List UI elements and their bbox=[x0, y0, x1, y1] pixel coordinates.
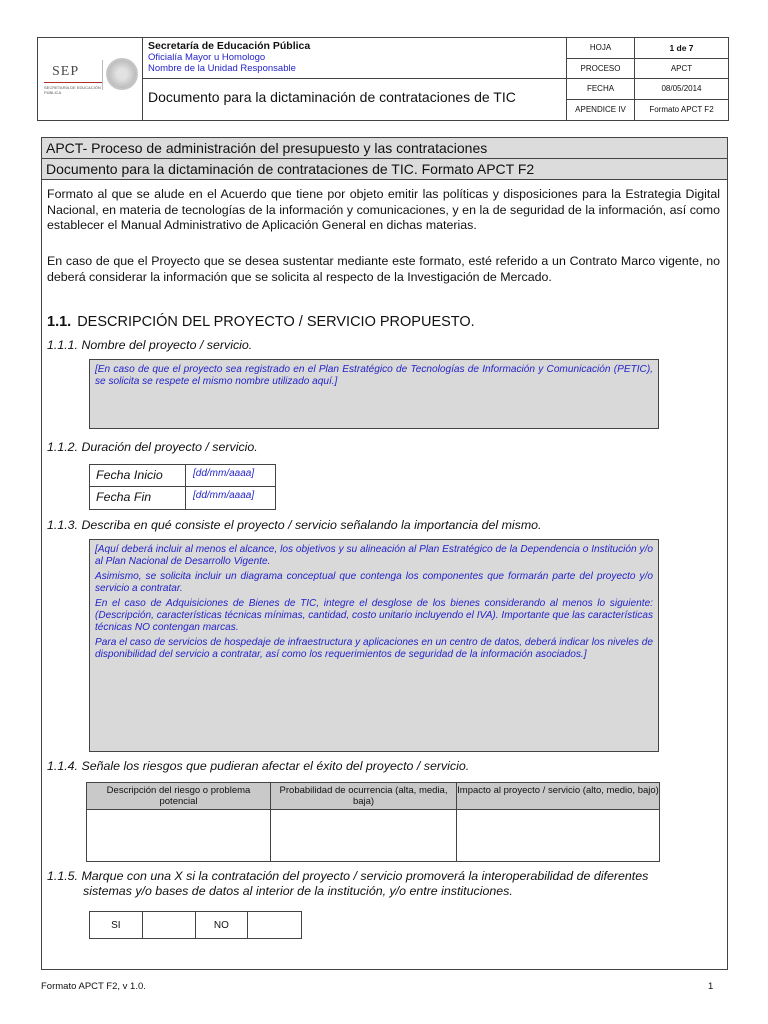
meta-value: 08/05/2014 bbox=[661, 84, 702, 94]
description-hint-3: En el caso de Adquisiciones de Bienes de TIC, integre el desglose de los bienes considerando al menos lo siguiente: (Descripción, características técnicas mínimas, cantidad, costo unitario incluyendo el IVA). Importante que las características técnicas NO contengan marcas. bbox=[95, 598, 653, 633]
intro-paragraph-2: En caso de que el Proyecto que se desea sustentar mediante este formato, esté referido a un Contrato Marco vigente, no deberá considerar la información que se solicita al respecto de la Investigación de Mercado. bbox=[47, 254, 720, 284]
section-title-text: DESCRIPCIÓN DEL PROYECTO / SERVICIO PROPUESTO. bbox=[77, 314, 475, 330]
item-1-1-1: 1.1.1. Nombre del proyecto / servicio. bbox=[47, 338, 253, 352]
risk-table-row bbox=[87, 810, 659, 861]
meta-row-apendice bbox=[567, 100, 728, 121]
header-meta-table bbox=[566, 38, 728, 120]
duration-table bbox=[89, 464, 276, 510]
risk-table bbox=[86, 782, 660, 862]
description-hint-2: Asimismo, se solicita incluir un diagrama conceptual que contenga los componentes que formarán parte del proyecto y/o servicio a contratar. bbox=[95, 571, 653, 594]
meta-row-fecha bbox=[567, 79, 728, 100]
end-date-field[interactable]: [dd/mm/aaaa] bbox=[193, 490, 255, 501]
meta-value: APCT bbox=[670, 63, 693, 73]
project-name-hint: [En caso de que el proyecto sea registrado en el Plan Estratégico de Tecnologías de Información y Comunicación (PETIC), se solicita se respete el mismo nombre utilizado aquí.] bbox=[95, 364, 653, 387]
risk-col-description: Descripción del riesgo o problema potencial bbox=[87, 783, 271, 809]
description-hint-1: [Aquí deberá incluir al menos el alcance, los objetivos y su alineación al Plan Estratégico de la Dependencia o Institución y/o al Plan Nacional de Desarrollo Vigente. bbox=[95, 544, 653, 567]
risk-col-impact: Impacto al proyecto / servicio (alto, medio, bajo) bbox=[457, 785, 659, 796]
process-band: APCT- Proceso de administración del presupuesto y las contrataciones bbox=[42, 138, 727, 159]
meta-row-hoja bbox=[567, 38, 728, 59]
org-block bbox=[143, 38, 566, 79]
national-seal-icon bbox=[106, 58, 138, 90]
date-label: Fecha Fin bbox=[90, 487, 186, 509]
risk-table-header bbox=[87, 783, 659, 810]
footer-format-version: Formato APCT F2, v 1.0. bbox=[41, 981, 146, 992]
org-line-2: Oficialía Mayor u Homologo bbox=[148, 52, 266, 63]
meta-row-proceso bbox=[567, 59, 728, 80]
risk-col-probability: Probabilidad de ocurrencia (alta, media, baja) bbox=[271, 783, 457, 809]
item-1-1-3: 1.1.3. Describa en qué consiste el proyecto / servicio señalando la importancia del mismo. bbox=[47, 518, 542, 532]
date-row-start bbox=[90, 465, 275, 487]
no-checkbox-cell[interactable] bbox=[248, 912, 301, 938]
org-title: Secretaría de Educación Pública bbox=[148, 40, 311, 52]
header-title-cell bbox=[143, 38, 566, 120]
item-1-1-5 bbox=[47, 869, 723, 899]
meta-value: Formato APCT F2 bbox=[649, 105, 714, 115]
document-body bbox=[41, 137, 728, 970]
description-hint-4: Para el caso de servicios de hospedaje de infraestructura y aplicaciones en un centro de datos, deberá indicar los niveles de disponibilidad del servicio a contratar, así como los requerimientos de seguridad de la información asociados.] bbox=[95, 637, 653, 660]
interoperability-table bbox=[89, 911, 302, 939]
logo-cell bbox=[38, 38, 143, 120]
yes-checkbox-cell[interactable] bbox=[143, 912, 196, 938]
meta-value bbox=[635, 38, 728, 58]
yes-label: SI bbox=[90, 912, 143, 938]
item-1-1-2: 1.1.2. Duración del proyecto / servicio. bbox=[47, 440, 258, 454]
item-1-1-5-line-1: 1.1.5. Marque con una X si la contratación del proyecto / servicio promoverá la interoperabilidad de diferentes bbox=[47, 869, 649, 883]
date-label: Fecha Inicio bbox=[90, 465, 186, 486]
org-line-3: Nombre de la Unidad Responsable bbox=[148, 63, 296, 74]
sep-logo-text: SEP bbox=[52, 64, 80, 79]
document-band: Documento para la dictaminación de contrataciones de TIC. Formato APCT F2 bbox=[42, 159, 727, 180]
date-row-end bbox=[90, 487, 275, 509]
meta-key: PROCESO bbox=[567, 59, 635, 79]
risk-probability-cell[interactable] bbox=[271, 810, 457, 861]
project-name-field[interactable] bbox=[89, 359, 659, 429]
risk-description-cell[interactable] bbox=[87, 810, 271, 861]
section-title bbox=[47, 314, 475, 330]
footer-page-number: 1 bbox=[708, 981, 714, 992]
start-date-field[interactable]: [dd/mm/aaaa] bbox=[193, 468, 255, 479]
meta-key: FECHA bbox=[567, 79, 635, 99]
document-header bbox=[37, 37, 729, 121]
item-1-1-4: 1.1.4. Señale los riesgos que pudieran afectar el éxito del proyecto / servicio. bbox=[47, 759, 470, 773]
risk-impact-cell[interactable] bbox=[457, 810, 659, 861]
item-1-1-5-line-2: sistemas y/o bases de datos al interior de la institución, y/o entre instituciones. bbox=[83, 884, 513, 898]
no-label: NO bbox=[196, 912, 249, 938]
intro-paragraph-1: Formato al que se alude en el Acuerdo que tiene por objeto emitir las políticas y disposiciones para la Estrategia Digital Nacional, en materia de tecnologías de la información y comunicaciones, y en la de seguridad de la información, así como establecer el Manual Administrativo de Aplicación General en dichas materias. bbox=[47, 187, 720, 232]
logo-underline bbox=[44, 82, 102, 83]
section-number: 1.1. bbox=[47, 314, 72, 330]
meta-key: HOJA bbox=[567, 38, 635, 58]
logo-divider bbox=[102, 60, 103, 90]
doc-title: Documento para la dictaminación de contrataciones de TIC bbox=[148, 89, 516, 105]
project-description-field[interactable] bbox=[89, 539, 659, 752]
meta-hoja-value: 1 de 7 bbox=[669, 42, 694, 53]
sep-logo-subtitle: SECRETARÍA DE EDUCACIÓN PÚBLICA bbox=[44, 85, 101, 95]
meta-key: APENDICE IV bbox=[567, 100, 635, 121]
